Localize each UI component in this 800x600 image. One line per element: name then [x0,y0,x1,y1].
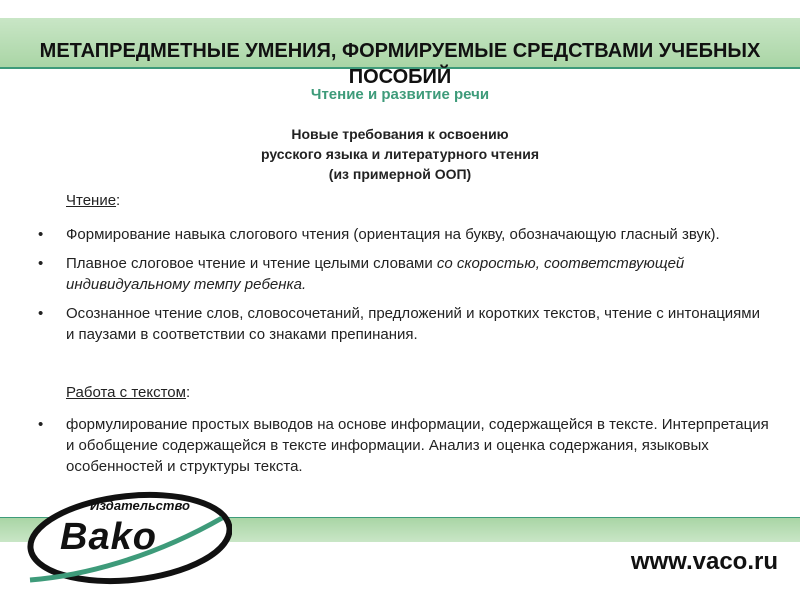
logo-publisher-name: Bako [60,516,157,558]
list-item-text: формулирование простых выводов на основе информации, содержащейся в тексте. Интерпретация и обобщение содержащейся в тексте информации. Анализ и оценка содержания, языковых особенностей и структуры текста. [66,416,769,475]
requirements-line-2: русского языка и литературного чтения [260,146,540,162]
section-label-text-work [66,384,190,401]
list-item-text: Осознанное чтение слов, словосочетаний, предложений и коротких текстов, чтение с интонациями и паузами в соответствии со знаками препинания. [66,305,760,343]
requirements-line-3: (из примерной ООП) [328,166,472,182]
list-item-text: Формирование навыка слогового чтения (ориентация на букву, обозначающую гласный звук). [66,226,720,243]
list-item-italic-text: со скоростью, соответствующей индивидуальному темпу ребенка. [66,255,685,293]
list-item [34,224,769,245]
text-work-list [34,414,769,477]
reading-list [34,224,769,345]
list-item [34,303,769,345]
website-link[interactable]: www.vaco.ru [630,548,778,575]
list-item [34,414,769,477]
section-label-reading [66,192,120,209]
requirements-heading [0,124,800,184]
page-subtitle: Чтение и развитие речи [310,86,490,103]
section-label-reading-colon: : [116,192,121,209]
section-label-text-work-text: Работа с текстом [66,384,186,401]
page-title: МЕТАПРЕДМЕТНЫЕ УМЕНИЯ, ФОРМИРУЕМЫЕ СРЕДСТВАМИ УЧЕБНЫХ ПОСОБИЙ [39,40,761,88]
section-label-reading-text: Чтение [66,192,117,209]
list-item [34,253,769,295]
section-label-text-work-colon: : [185,384,191,401]
list-item-text: Плавное слоговое чтение и чтение целыми словами [66,255,437,272]
logo-publisher-label: Издательство [90,498,190,513]
requirements-line-1: Новые требования к освоению [291,126,509,142]
